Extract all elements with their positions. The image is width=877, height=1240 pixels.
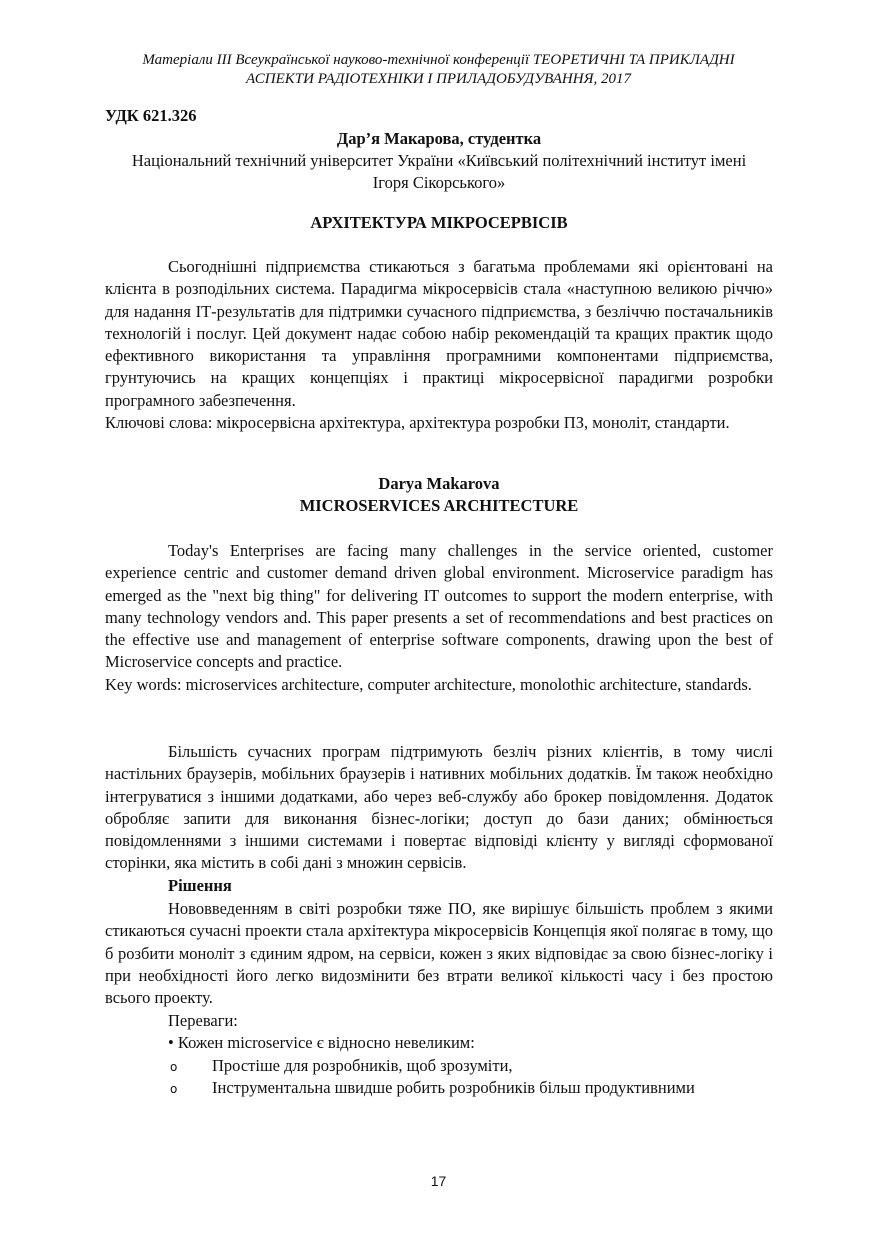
affiliation [105,150,773,195]
bullet-item [168,1032,475,1054]
conference-header [80,51,797,89]
sub-bullet-item [168,1077,695,1100]
udk-code: УДК 621.326 [105,106,197,125]
title-ua: АРХІТЕКТУРА МІКРОСЕРВІСІВ [310,213,568,232]
bullet-marker: • [168,1033,174,1052]
sub-bullet-text: Простіше для розробників, щоб зрозуміти, [212,1056,513,1075]
keywords-ua: Ключові слова: мікросервісна архітектура, архітектура розробки ПЗ, моноліт, стандарти. [105,413,730,433]
sub-bullet-item [168,1055,513,1078]
sub-bullet-text: Інструментальна швидше робить розробників більш продуктивними [212,1078,695,1097]
author-ua: Дар’я Макарова, студентка [336,129,542,148]
abstract-en: Today's Enterprises are facing many challenges in the service oriented, customer experience centric and customer demand driven global environment. Microservice paradigm has emerged as the "next big thing" for delivering IT outcomes to support the modern enterprise, with many technology vendors and. This paper presents a set of recommendations and best practices on the effective use and management of enterprise software components, drawing upon the best of Microservice concepts and practice. [105,541,773,672]
bullet-text: Кожен microservice є відносно невеликим: [177,1033,475,1052]
keywords-en: Key words: microservices architecture, computer architecture, monolothic architecture, standards. [105,674,752,694]
affiliation-line-1: Національний технічний університет України «Київський політехнічний інститут імені [131,151,747,170]
advantages-label: Переваги: [168,1011,238,1030]
title-en: MICROSERVICES ARCHITECTURE [299,496,579,515]
abstract-ua: Сьогоднішні підприємства стикаються з багатьма проблемами які орієнтовані на клієнта в розподільних система. Парадигма мікросервісів стала «наступною великою річчю» для надання ІТ-результатів для підтримки сучасного підприємства, з безліччю постачальників технологій і послуг. Цей документ надає собою набір рекомендацій та кращих практик щодо ефективного використання та управління програмними компонентами підприємства, грунтуючись на кращих концепціях і практиці мікросервісної парадигми розробки програмного забезпечення. [105,257,773,410]
author-en: Darya Makarova [378,474,500,493]
abstract-ua-block [105,256,773,434]
abstract-en-block [105,540,773,696]
affiliation-line-2: Ігоря Сікорського» [372,173,506,193]
body-paragraph-1-block [105,741,773,875]
sub-bullet-marker: o [170,1060,178,1074]
body-paragraph-2: Нововведенням в світі розробки тяже ПО, яке вирішує більшість проблем з якими стикаються сучасні проекти стала архітектура мікросервісів Концепція якої полягає в тому, що б розбити моноліт з єдиним ядром, на сервіси, кожен з яких відповідає за свою бізнес-логіку і при необхідності його легко видозмінити без втрати великої кількості часу і без простою всього проекту. [105,899,773,1008]
sub-bullet-marker: o [170,1082,178,1096]
page-number: 17 [430,1173,447,1189]
header-line-2: АСПЕКТИ РАДІОТЕХНІКИ І ПРИЛАДОБУДУВАННЯ, 2017 [246,71,631,87]
body-paragraph-1: Більшість сучасних програм підтримують безліч різних клієнтів, в тому числі настільних браузерів, мобільних браузерів і нативних мобільних додатків. Їм також необхідно інтегруватися з іншими додатками, або через веб-службу або брокер повідомлення. Додаток обробляє запити для виконання бізнес-логіки; доступ до бази даних; обмінюється повідомленнями з іншими системами і повертає відповіді клієнту у вигляді сформованої сторінки, яка містить в собі дані з множин сервісів. [105,742,773,873]
section-heading: Рішення [168,876,232,895]
header-line-1: Матеріали ІІІ Всеукраїнської науково-технічної конференції ТЕОРЕТИЧНІ ТА ПРИКЛАДНІ [142,52,735,68]
body-paragraph-2-block [105,898,773,1009]
